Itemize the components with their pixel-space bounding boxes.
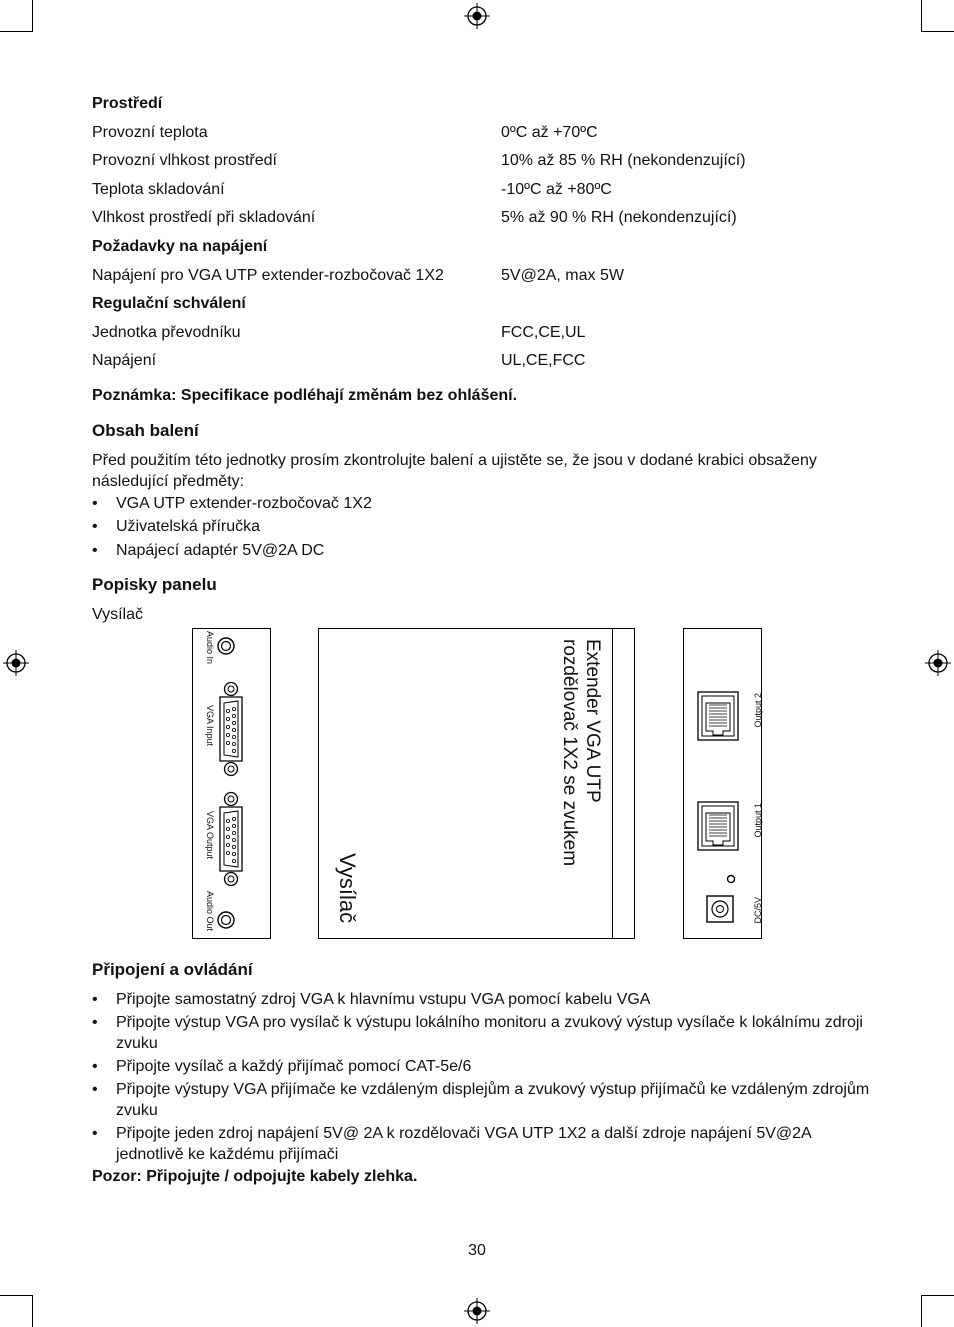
section-heading: Obsah balení (92, 421, 199, 440)
crop-mark (921, 1295, 922, 1327)
panel-front (192, 628, 271, 939)
vga-connector-icon (215, 681, 247, 777)
port-label: VGA Output (205, 811, 215, 860)
spec-value: UL,CE,FCC (501, 352, 586, 369)
device-side-label: Vysílač (335, 853, 360, 924)
spec-value: FCC,CE,UL (501, 324, 586, 341)
crop-mark (921, 1295, 954, 1296)
vga-connector-icon (215, 791, 247, 887)
crop-mark (0, 31, 33, 32)
port-label: VGA Input (205, 705, 215, 747)
rj45-port-icon (697, 801, 739, 851)
crop-mark (0, 1295, 33, 1296)
spec-value: 10% až 85 % RH (nekondenzující) (501, 152, 746, 169)
registration-mark-icon (925, 650, 951, 676)
section-heading: Prostředí (92, 95, 163, 112)
audio-jack-icon (217, 637, 235, 655)
section-heading: Regulační schválení (92, 295, 246, 312)
figure-caption: Vysílač (92, 606, 143, 623)
power-led-icon (726, 874, 736, 884)
crop-mark (32, 1295, 33, 1327)
panel-divider (612, 629, 613, 938)
port-label: Audio In (205, 631, 215, 665)
device-subtitle: rozdělovač 1X2 se zvukem (559, 639, 580, 867)
crop-mark (32, 0, 33, 32)
spec-value: 5V@2A, max 5W (501, 267, 624, 284)
port-label: DC/5V (753, 897, 763, 924)
device-title: Extender VGA UTP (582, 639, 603, 803)
spec-label: Napájení (92, 352, 157, 369)
dc-jack-icon (706, 895, 734, 923)
crop-mark (921, 31, 954, 32)
spec-label: Provozní vlhkost prostředí (92, 152, 277, 169)
note: Poznámka: Specifikace podléhají změnám bez ohlášení. (92, 387, 518, 404)
warning: Pozor: Připojujte / odpojujte kabely zlehka. (92, 1168, 418, 1185)
spec-label: Provozní teplota (92, 124, 208, 141)
spec-label: Vlhkost prostředí při skladování (92, 209, 316, 226)
port-label: Audio Out (205, 891, 215, 932)
crop-mark (921, 0, 922, 32)
spec-value: 0ºC až +70ºC (501, 124, 598, 141)
paragraph: Před použitím této jednotky prosím zkontrolujte balení a ujistěte se, že jsou v dodané krabici obsaženy následující předměty: (92, 452, 817, 490)
rj45-port-icon (697, 691, 739, 741)
spec-label: Napájení pro VGA UTP extender-rozbočovač 1X2 (92, 267, 444, 284)
spec-value: 5% až 90 % RH (nekondenzující) (501, 209, 737, 226)
section-heading: Požadavky na napájení (92, 238, 268, 255)
section-heading: Popisky panelu (92, 575, 217, 594)
port-label: Output 2 (753, 693, 763, 728)
registration-mark-icon (3, 650, 29, 676)
spec-label: Jednotka převodníku (92, 324, 241, 341)
section-heading: Připojení a ovládání (92, 960, 253, 979)
audio-jack-icon (217, 911, 235, 929)
panel-top (318, 628, 635, 939)
spec-value: -10ºC až +80ºC (501, 181, 612, 198)
registration-mark-icon (464, 1298, 490, 1324)
panel-back (683, 628, 762, 939)
page-number: 30 (468, 1242, 486, 1259)
registration-mark-icon (464, 3, 490, 29)
port-label: Output 1 (753, 803, 763, 838)
spec-label: Teplota skladování (92, 181, 225, 198)
